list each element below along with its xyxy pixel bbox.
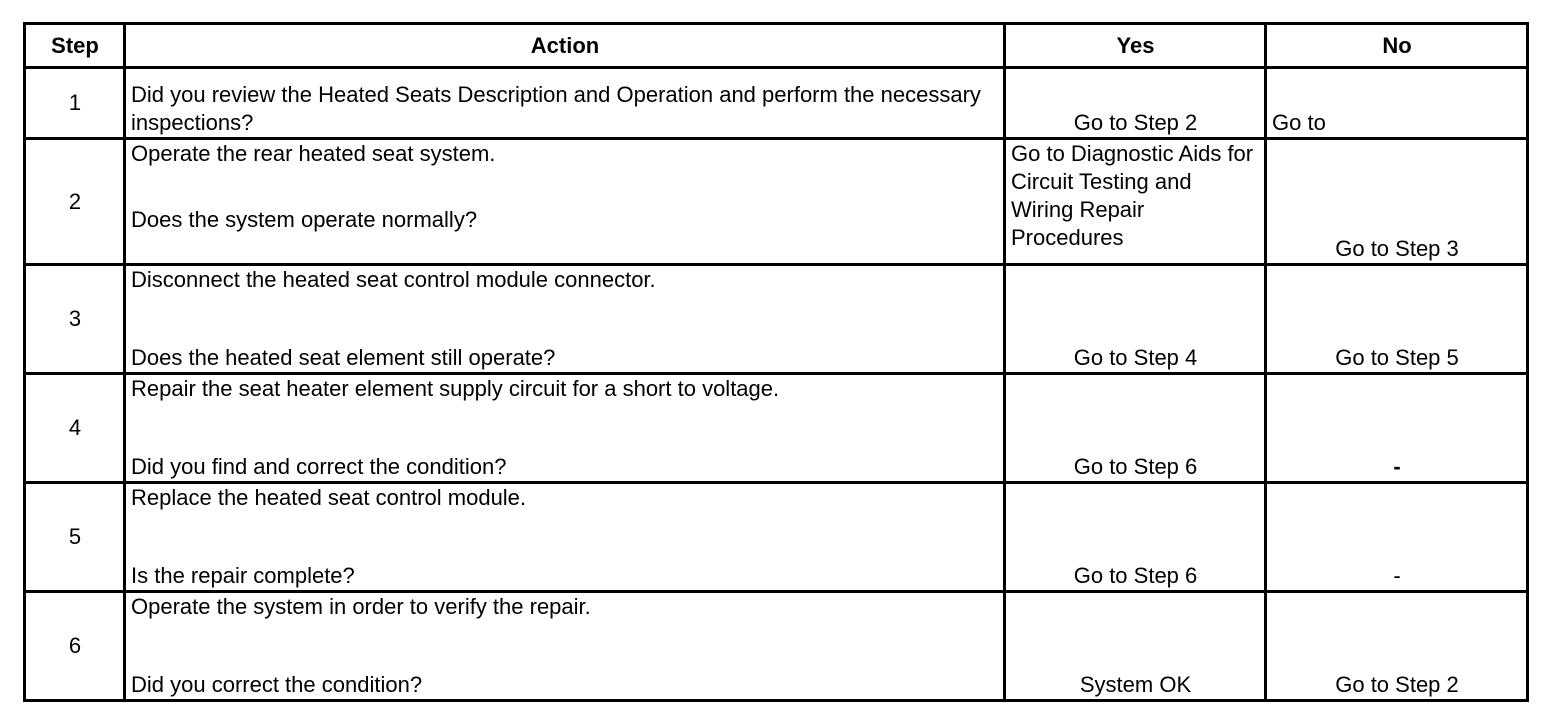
action-cell	[125, 139, 1005, 265]
no-cell: Go to Step 5	[1266, 265, 1528, 374]
action-cell	[125, 68, 1005, 139]
step-number: 6	[25, 592, 125, 701]
header-no: No	[1266, 24, 1528, 68]
action-question: Does the system operate normally?	[131, 207, 478, 232]
action-instruction: Repair the seat heater element supply circuit for a short to voltage.	[131, 376, 780, 401]
action-instruction: Operate the system in order to verify the repair.	[131, 594, 591, 619]
table-row	[25, 265, 1528, 374]
action-instruction: Replace the heated seat control module.	[131, 485, 527, 510]
table-row	[25, 139, 1528, 265]
step-number: 1	[25, 68, 125, 139]
action-question: Did you find and correct the condition?	[131, 454, 507, 479]
yes-cell: Go to Step 2	[1005, 68, 1266, 139]
no-cell: -	[1266, 483, 1528, 592]
step-number: 2	[25, 139, 125, 265]
yes-cell: Go to Step 6	[1005, 483, 1266, 592]
yes-cell: System OK	[1005, 592, 1266, 701]
action-cell	[125, 265, 1005, 374]
action-instruction: Disconnect the heated seat control module connector.	[131, 267, 656, 292]
action-question: Did you review the Heated Seats Description and Operation and perform the necessary inspections?	[131, 82, 981, 135]
no-cell: -	[1266, 374, 1528, 483]
no-cell: Go to	[1266, 68, 1528, 139]
header-yes: Yes	[1005, 24, 1266, 68]
action-instruction: Operate the rear heated seat system.	[131, 141, 496, 166]
yes-cell: Go to Diagnostic Aids for Circuit Testing and Wiring Repair Procedures	[1005, 139, 1266, 265]
no-cell: Go to Step 2	[1266, 592, 1528, 701]
table-row	[25, 68, 1528, 139]
action-question: Is the repair complete?	[131, 563, 355, 588]
step-number: 5	[25, 483, 125, 592]
yes-cell: Go to Step 4	[1005, 265, 1266, 374]
table-row	[25, 483, 1528, 592]
diagnostic-table	[23, 22, 1529, 702]
action-cell	[125, 483, 1005, 592]
table-row	[25, 592, 1528, 701]
action-cell	[125, 374, 1005, 483]
action-question: Does the heated seat element still operate?	[131, 345, 556, 370]
header-row	[25, 24, 1528, 68]
step-number: 3	[25, 265, 125, 374]
action-cell	[125, 592, 1005, 701]
step-number: 4	[25, 374, 125, 483]
header-step: Step	[25, 24, 125, 68]
no-cell: Go to Step 3	[1266, 139, 1528, 265]
action-question: Did you correct the condition?	[131, 672, 423, 697]
yes-cell: Go to Step 6	[1005, 374, 1266, 483]
table-row	[25, 374, 1528, 483]
header-action: Action	[125, 24, 1005, 68]
